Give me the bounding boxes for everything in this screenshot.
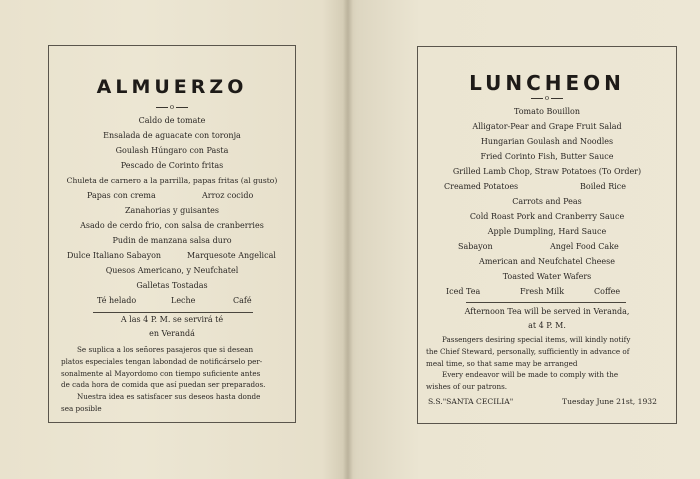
menu-item: Té helado xyxy=(97,296,137,305)
menu-item: Quesos Americano, y Neufchatel xyxy=(105,266,239,275)
special-request-note: Passengers desiring special items, will kindly notify the Chief Steward, personally, sufficiently in advance of meal time, so that same may be arranged Every endeavor will be made to comply with the wishes of our patrons. xyxy=(426,335,631,392)
menu-item: Fried Corinto Fish, Butter Sauce xyxy=(480,152,614,161)
menu-item: Galletas Tostadas xyxy=(136,281,208,290)
menu-item: Dulce Italiano Sabayon xyxy=(67,251,162,260)
menu-item: Sabayon xyxy=(458,242,493,251)
menu-item: Cold Roast Pork and Cranberry Sauce xyxy=(469,212,625,221)
menu-item: Iced Tea xyxy=(446,287,481,296)
menu-item: Toasted Water Wafers xyxy=(502,272,592,281)
menu-item: Marquesote Angelical xyxy=(187,251,276,260)
menu-item: Tomato Bouillon xyxy=(514,107,580,116)
menu-item: Fresh Milk xyxy=(520,287,565,296)
menu-item: Pescado de Corinto fritas xyxy=(120,161,224,170)
menu-item: Grilled Lamb Chop, Straw Potatoes (To Order) xyxy=(452,167,642,176)
menu-item: Papas con crema xyxy=(87,191,156,200)
menu-item: Boiled Rice xyxy=(580,182,627,191)
page-fold xyxy=(343,0,353,479)
menu-item: Pudin de manzana salsa duro xyxy=(112,236,232,245)
tea-notice: at 4 P. M. xyxy=(528,321,566,330)
tea-notice: en Verandá xyxy=(149,329,195,338)
menu-item: Alligator-Pear and Grape Fruit Salad xyxy=(472,122,622,131)
title-ornament: o xyxy=(418,94,676,102)
menu-item: Apple Dumpling, Hard Sauce xyxy=(487,227,607,236)
menu-item: Zanahorias y guisantes xyxy=(125,206,219,215)
menu-item: Café xyxy=(233,296,252,305)
menu-item: American and Neufchatel Cheese xyxy=(479,257,615,266)
menu-item: Ensalada de aguacate con toronja xyxy=(103,131,241,140)
tea-notice: Afternoon Tea will be served in Veranda, xyxy=(464,307,630,316)
menu-title: LUNCHEON xyxy=(469,71,625,95)
menu-date: Tuesday June 21st, 1932 xyxy=(562,397,657,406)
menu-item: Leche xyxy=(171,296,196,305)
menu-item: Asado de cerdo frio, con salsa de cranberries xyxy=(80,221,264,230)
title-ornament: o xyxy=(49,103,295,111)
divider xyxy=(93,312,253,313)
menu-item: Goulash Húngaro con Pasta xyxy=(115,146,229,155)
menu-item: Caldo de tomate xyxy=(138,116,206,125)
menu-item: Creamed Potatoes xyxy=(444,182,519,191)
menu-item: Coffee xyxy=(594,287,621,296)
tea-notice: A las 4 P. M. se servirá té xyxy=(120,315,224,324)
menu-item: Carrots and Peas xyxy=(512,197,582,206)
divider xyxy=(466,302,626,303)
menu-item: Hungarian Goulash and Noodles xyxy=(480,137,614,146)
special-request-note: Se suplica a los señores pasajeros que si desean platos especiales tengan labondad de notificárselo per- sonalmente al Mayordomo con tiempo suficiente antes de cada hora de comida que así puedan ser preparados. Nuestra idea es satisfacer sus deseos hasta donde sea posible xyxy=(61,345,266,413)
menu-item: Arroz cocido xyxy=(202,191,254,200)
ship-name: S.S."SANTA CECILIA" xyxy=(428,397,514,406)
english-menu-panel xyxy=(417,46,677,424)
spanish-menu-panel xyxy=(48,45,296,423)
menu-item: Angel Food Cake xyxy=(550,242,619,251)
menu-item: Chuleta de carnero a la parrilla, papas fritas (al gusto) xyxy=(66,176,278,185)
menu-title: ALMUERZO xyxy=(96,76,248,98)
